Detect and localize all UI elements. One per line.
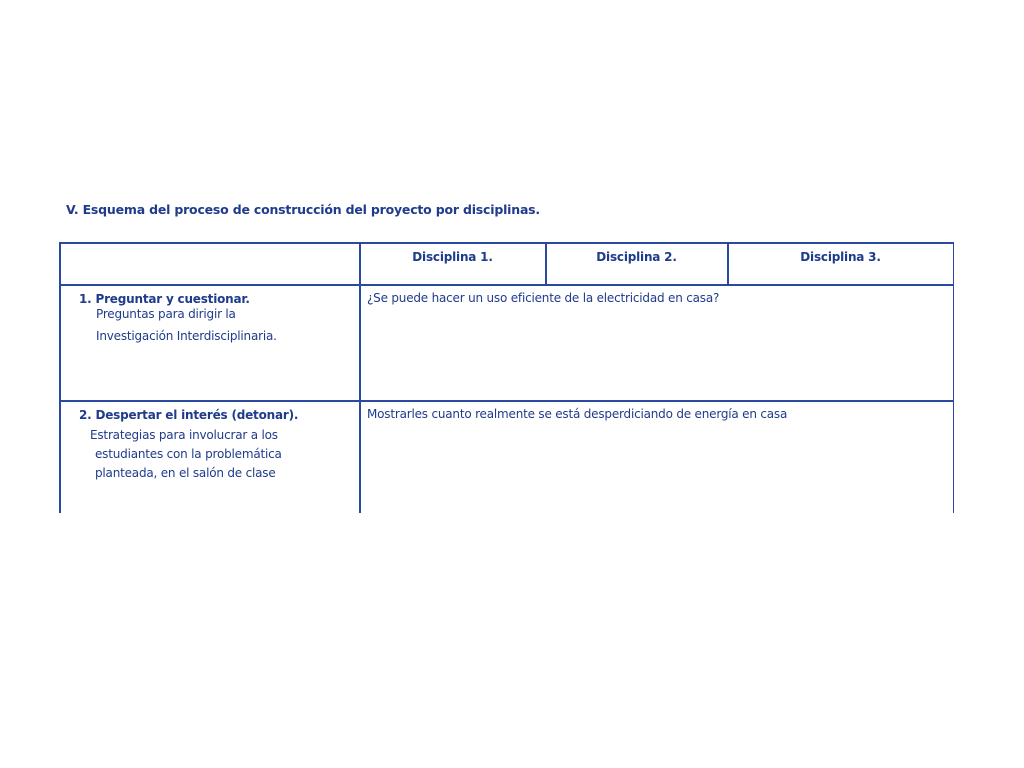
- row-1-desc-line-1: Preguntas para dirigir la: [96, 307, 236, 321]
- table-col-divider-1: [359, 242, 361, 513]
- row-2-desc-line-2: estudiantes con la problemática: [95, 447, 282, 461]
- row-2-desc-line-1: Estrategias para involucrar a los: [90, 428, 278, 442]
- row-1-title: 1. Preguntar y cuestionar.: [79, 292, 250, 306]
- disciplines-table: [59, 242, 954, 513]
- row-1-content: ¿Se puede hacer un uso eficiente de la electricidad en casa?: [367, 291, 720, 305]
- table-border-top: [59, 242, 954, 244]
- section-title: V. Esquema del proceso de construcción del proyecto por disciplinas.: [66, 202, 540, 217]
- header-disciplina-2: Disciplina 2.: [596, 250, 677, 264]
- header-disciplina-3: Disciplina 3.: [800, 250, 881, 264]
- row-1-desc-line-2: Investigación Interdisciplinaria.: [96, 329, 277, 343]
- row-2-title: 2. Despertar el interés (detonar).: [79, 408, 299, 422]
- header-disciplina-1: Disciplina 1.: [412, 250, 493, 264]
- table-border-left: [59, 242, 61, 513]
- row-2-desc-line-3: planteada, en el salón de clase: [95, 466, 276, 480]
- table-header-divider: [59, 284, 954, 286]
- table-border-right: [953, 242, 955, 513]
- table-row-divider: [59, 400, 954, 402]
- row-2-content: Mostrarles cuanto realmente se está desperdiciando de energía en casa: [367, 407, 788, 421]
